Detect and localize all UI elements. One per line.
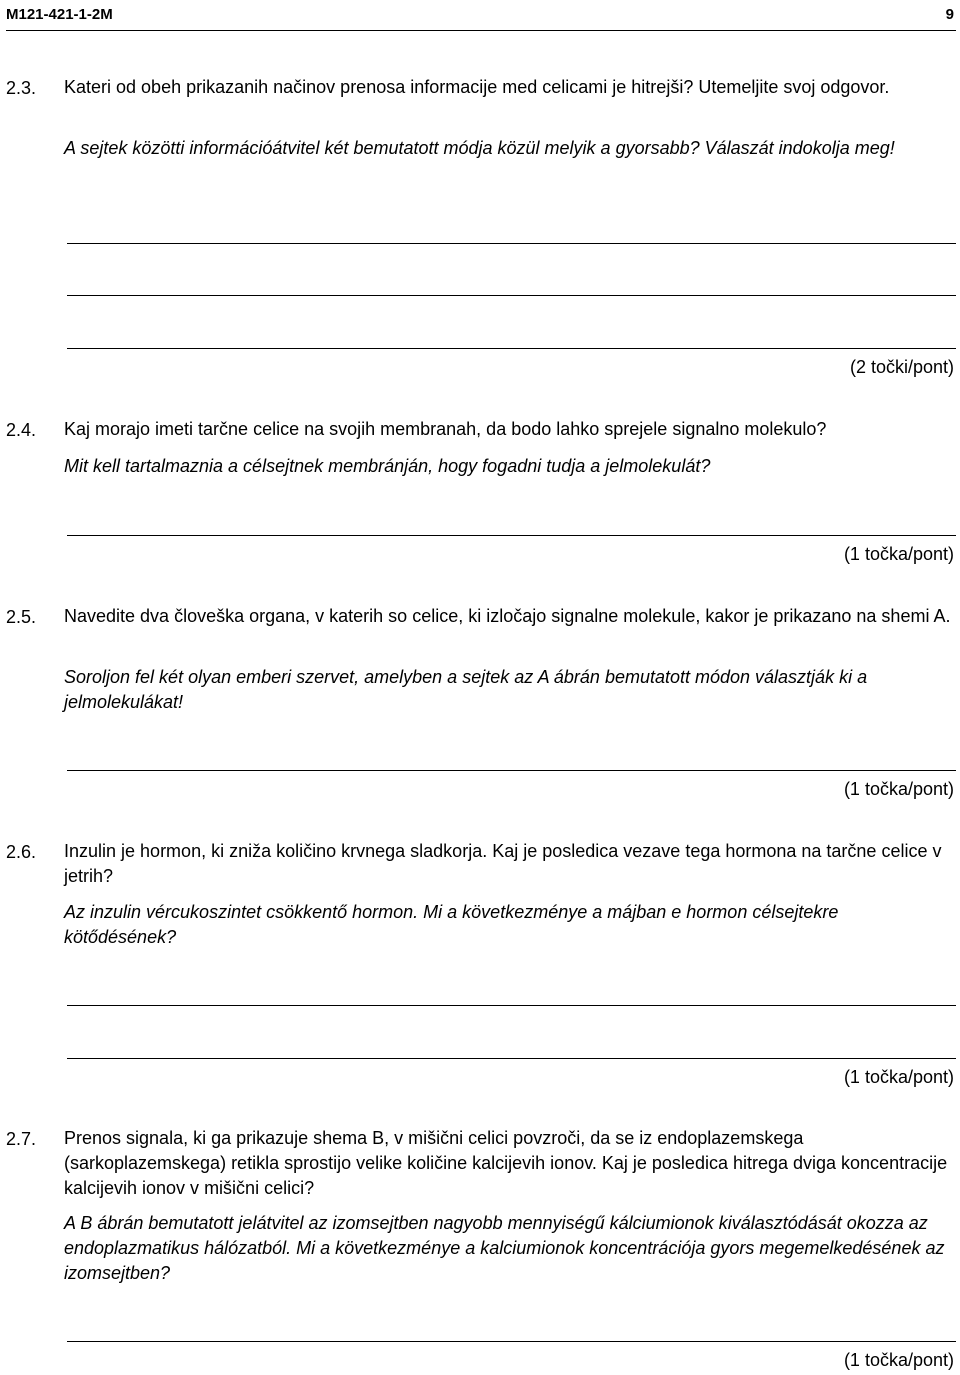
- answer-line[interactable]: [67, 535, 956, 536]
- question-number: 2.4.: [6, 420, 37, 440]
- question-number: 2.3.: [6, 78, 37, 98]
- answer-line[interactable]: [67, 295, 956, 296]
- header-divider: [6, 30, 956, 31]
- points-label: (2 točki/pont): [849, 357, 954, 377]
- question-text-hu: A B ábrán bemutatott jelátvitel az izomsejtben nagyobb mennyiségű kálciumionok kiválasztódását okozza az endoplazmatikus hálózatból. Mi a következménye a kalciumionok koncentrációja gyors megemelkedésének az izomsejtben?: [64, 1213, 945, 1283]
- points-label: (1 točka/pont): [843, 1350, 954, 1370]
- question-number: 2.7.: [6, 1129, 37, 1149]
- exam-code: M121-421-1-2M: [6, 6, 113, 23]
- question-text-sl: Kateri od obeh prikazanih načinov prenosa informacije med celicami je hitrejši? Utemeljite svoj odgovor.: [64, 77, 890, 97]
- page-number: 9: [945, 6, 954, 23]
- answer-line[interactable]: [67, 243, 956, 244]
- question-text-hu: A sejtek közötti információátvitel két bemutatott módja közül melyik a gyorsabb? Válaszát indokolja meg!: [64, 138, 895, 158]
- question-text-sl: Inzulin je hormon, ki zniža količino krvnega sladkorja. Kaj je posledica vezave tega hormona na tarčne celice v jetrih?: [64, 841, 942, 886]
- points-label: (1 točka/pont): [843, 544, 954, 564]
- question-number: 2.5.: [6, 607, 37, 627]
- answer-line[interactable]: [67, 348, 956, 349]
- question-text-sl: Kaj morajo imeti tarčne celice na svojih membranah, da bodo lahko sprejele signalno molekulo?: [64, 419, 827, 439]
- question-number: 2.6.: [6, 842, 37, 862]
- question-text-hu: Az inzulin vércukoszintet csökkentő hormon. Mi a következménye a májban e hormon célsejtekre kötődésének?: [64, 902, 839, 947]
- points-label: (1 točka/pont): [843, 779, 954, 799]
- question-text-sl: Navedite dva človeška organa, v katerih so celice, ki izločajo signalne molekule, kakor je prikazano na shemi A.: [64, 606, 951, 626]
- answer-line[interactable]: [67, 1058, 956, 1059]
- points-label: (1 točka/pont): [843, 1067, 954, 1087]
- question-text-sl: Prenos signala, ki ga prikazuje shema B, v mišični celici povzroči, da se iz endoplazemskega (sarkoplazemskega) retikla sprostijo velike količine kalcijevih ionov. Kaj je posledica hitrega dviga koncentracije kalcijevih ionov v mišični celici?: [64, 1128, 948, 1198]
- answer-line[interactable]: [67, 1341, 956, 1342]
- question-text-hu: Mit kell tartalmaznia a célsejtnek membránján, hogy fogadni tudja a jelmolekulát?: [64, 456, 711, 476]
- answer-line[interactable]: [67, 770, 956, 771]
- question-text-hu: Soroljon fel két olyan emberi szervet, amelyben a sejtek az A ábrán bemutatott módon választják ki a jelmolekulákat!: [64, 667, 868, 712]
- answer-line[interactable]: [67, 1005, 956, 1006]
